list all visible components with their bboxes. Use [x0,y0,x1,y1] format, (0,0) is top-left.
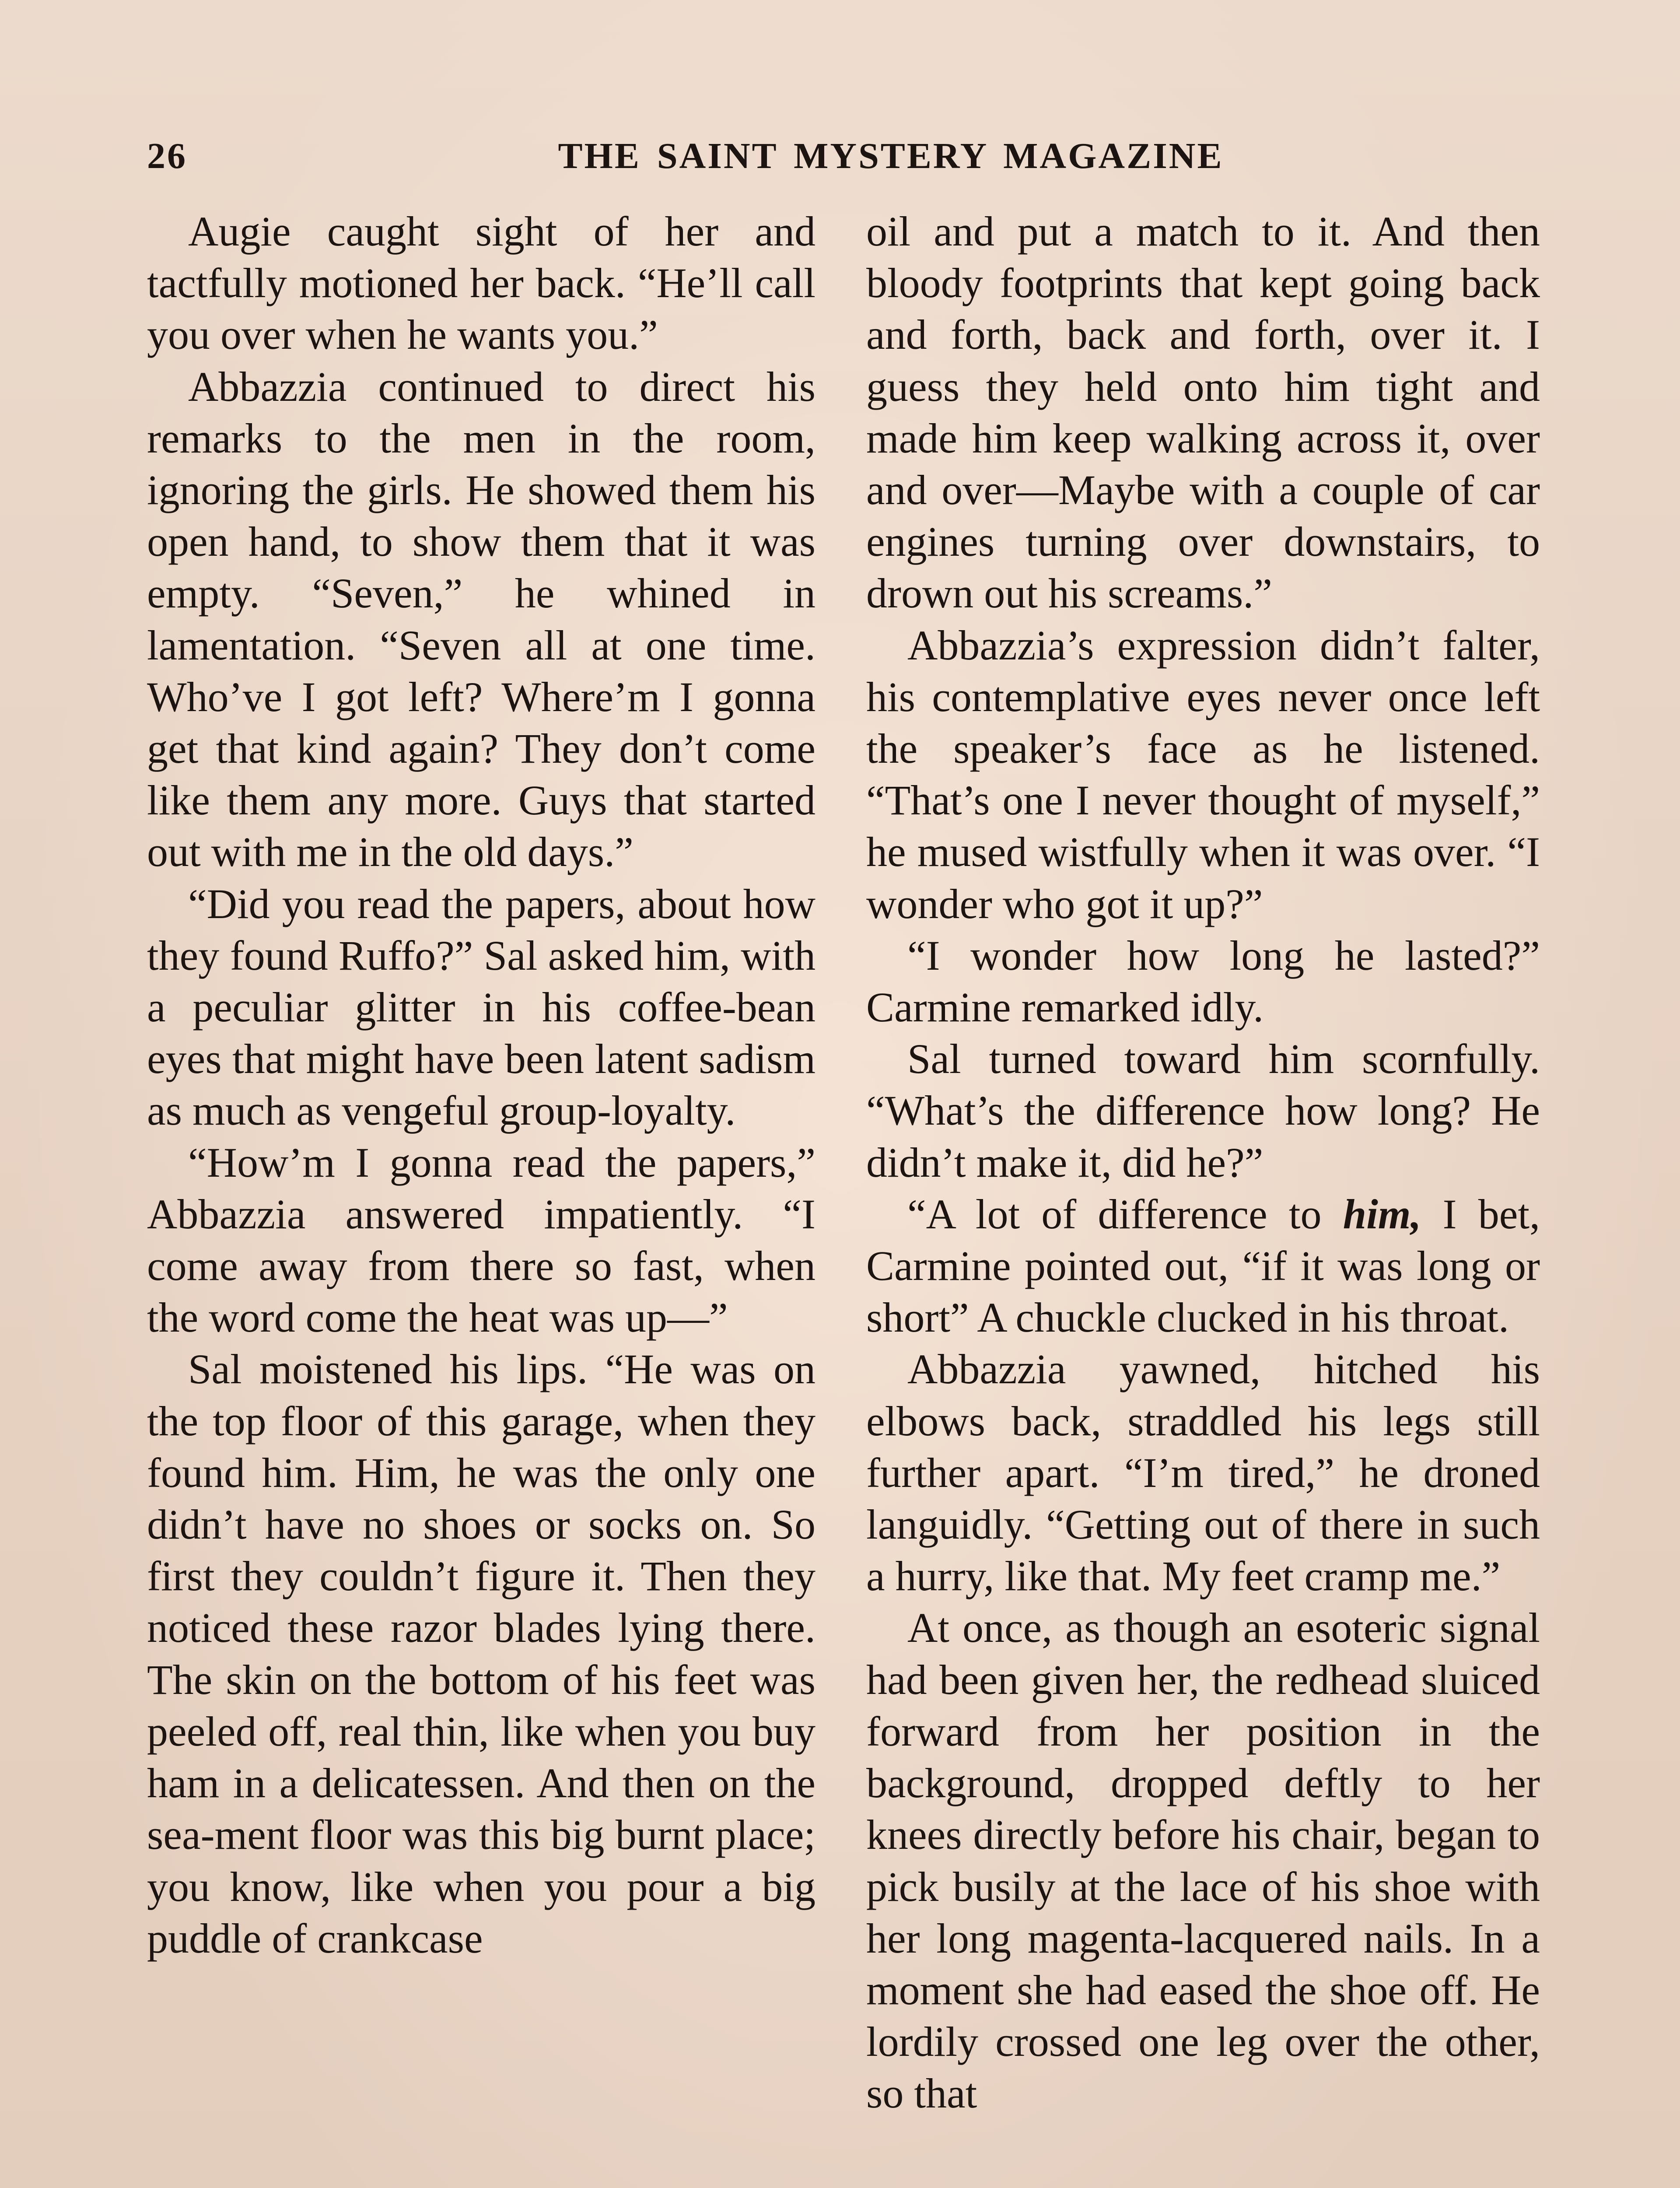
paragraph: “How’m I gonna read the papers,” Abbazzia answered impatiently. “I come away from there so fast, when the word come the heat was up—” [147,1139,816,1341]
text-run: I bet, Carmine pointed out, “if it was long or short” A chuckle clucked in his throat. [866,1190,1540,1341]
paragraph: Sal moistened his lips. “He was on the top floor of this garage, when they found him. Him, he was the only one didn’t have no shoes or socks on. So first they couldn’t figure it. Then they noticed these razor blades lying there. The skin on the bottom of his feet was peeled off, real thin, like when you buy ham in a delicatessen. And then on the sea-ment floor was this big burnt place; you know, like when you pour a big puddle of crankcase [147,1346,816,1962]
paragraph: Abbazzia continued to direct his remarks to the men in the room, ignoring the girls. He showed them his open hand, to show them that it was empty. “Seven,” he whined in lamentation. “Seven all at one time. Who’ve I got left? Where’m I gonna get that kind again? They don’t come like them any more. Guys that started out with me in the old days.” [147,363,816,876]
paragraph: Abbazzia’s expression didn’t falter, his contemplative eyes never once left the speaker’s face as he listened. “That’s one I never thought of myself,” he mused wistfully when it was over. “I wonder who got it up?” [866,621,1540,927]
paragraph: “Did you read the papers, about how they found Ruffo?” Sal asked him, with a peculiar glitter in his coffee-bean eyes that might have been latent sadism as much as vengeful group-loyalty. [147,880,816,1134]
paragraph: Sal turned toward him scornfully. “What’s the difference how long? He didn’t make it, did he?” [866,1035,1540,1186]
paragraph: Augie caught sight of her and tactfully motioned her back. “He’ll call you over when he wants you.” [147,208,816,358]
emphasis-text: him, [1343,1190,1421,1238]
text-run: “A lot of difference to [907,1190,1343,1238]
paragraph [866,1189,1540,1344]
right-column [866,206,1540,2120]
page-header [147,128,1634,185]
paragraph: Abbazzia yawned, hitched his elbows back, straddled his legs still further apart. “I’m tired,” he droned languidly. “Getting out of there in such a hurry, like that. My feet cramp me.” [866,1346,1540,1600]
paragraph: At once, as though an esoteric signal had been given her, the redhead sluiced forward from her position in the background, dropped deftly to her knees directly before his chair, began to pick busily at the lace of his shoe with her long magenta-lacquered nails. In a moment she had eased the shoe off. He lordily crossed one leg over the other, so that [866,1604,1540,2117]
left-column [147,206,816,1964]
running-head: THE SAINT MYSTERY MAGAZINE [558,136,1224,176]
paragraph: “I wonder how long he lasted?” Carmine remarked idly. [866,932,1540,1031]
paragraph-continuation: oil and put a match to it. And then bloody footprints that kept going back and forth, back and forth, over it. I guess they held onto him tight and made him keep walking across it, over and over—Maybe with a couple of car engines turning over downstairs, to drown out his screams.” [866,208,1540,617]
page-number: 26 [147,136,187,176]
